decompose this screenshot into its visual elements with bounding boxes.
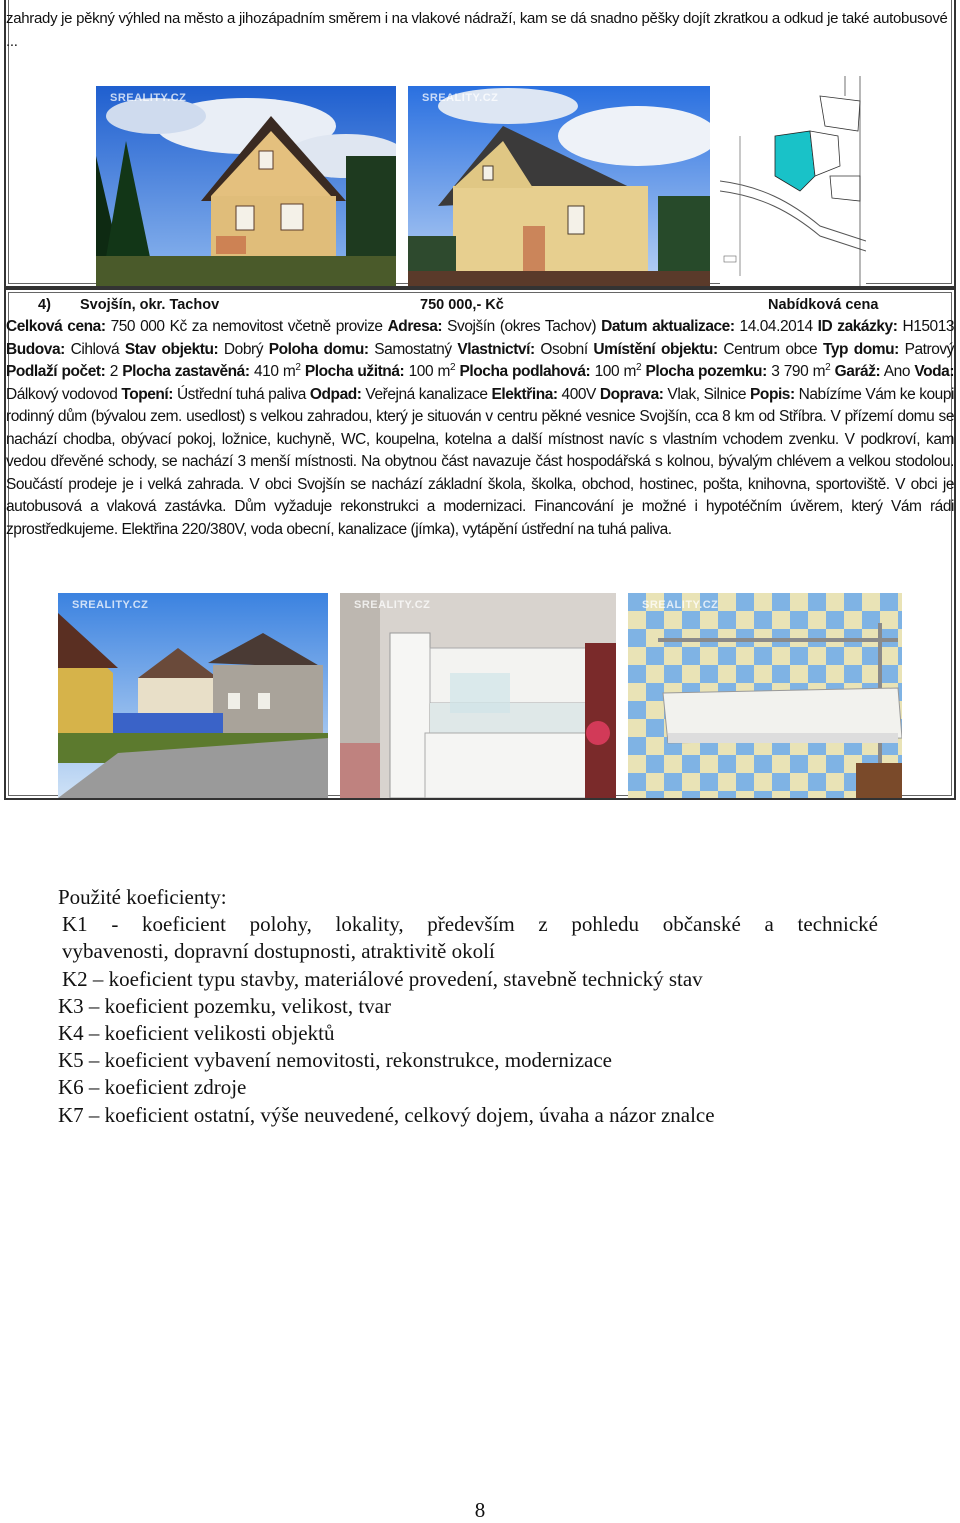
- sreality-watermark: SREALITY.CZ: [72, 599, 149, 611]
- sreality-watermark: SREALITY.CZ: [422, 92, 499, 104]
- field-value-garage: Ano: [880, 363, 915, 380]
- page-number: 8: [474, 1498, 486, 1522]
- superscript: 2: [636, 361, 642, 373]
- field-value-water: Dálkový vodovod: [6, 385, 122, 403]
- coefficient-k2: K2 – koeficient typu stavby, materiálové provedení, stavebně technický stav: [62, 966, 703, 991]
- house-photo-side: [408, 86, 710, 286]
- field-label-update-date: Datum aktualizace:: [601, 318, 735, 335]
- coefficient-k1: K1 - koeficient polohy, lokality, především z pohledu občanské a technické: [62, 912, 878, 937]
- field-value-usable-area: 100 m: [404, 363, 450, 380]
- bathroom-photo: [628, 593, 902, 798]
- field-value-land-area: 3 790 m: [766, 363, 826, 380]
- field-label-floors: Podlaží počet:: [6, 363, 106, 380]
- field-label-waste: Odpad:: [309, 385, 362, 403]
- field-label-electricity: Elektřina:: [491, 385, 558, 403]
- coefficient-k4: K4 – koeficient velikosti objektů: [58, 1021, 335, 1046]
- sreality-watermark: SREALITY.CZ: [642, 599, 719, 611]
- listing-number: 4): [38, 297, 51, 313]
- coefficient-k6: K6 – koeficient zdroje: [58, 1075, 247, 1100]
- house-photo-front: [96, 86, 396, 286]
- sreality-watermark: SREALITY.CZ: [110, 92, 187, 104]
- coefficients-section: [58, 884, 878, 1129]
- field-label-order-id: ID zakázky:: [817, 318, 898, 335]
- field-value-location: Centrum obce: [717, 340, 823, 358]
- field-value-address: Svojšín (okres Tachov): [442, 318, 602, 335]
- field-label-address: Adresa:: [387, 318, 443, 335]
- listing-price: 750 000,- Kč: [420, 297, 504, 313]
- field-label-house-type: Typ domu:: [822, 340, 899, 358]
- field-label-building: Budova:: [6, 340, 65, 358]
- field-value-floors: 2: [105, 363, 123, 380]
- sreality-watermark: SREALITY.CZ: [354, 599, 431, 611]
- field-label-usable-area: Plocha užitná:: [304, 363, 405, 380]
- cadastral-map-image: [720, 76, 866, 286]
- coefficient-k1-continued: vybavenosti, dopravní dostupnosti, atraktivitě okolí: [62, 939, 495, 964]
- field-label-garage: Garáž:: [834, 363, 881, 380]
- field-label-water: Voda:: [914, 363, 955, 380]
- field-value-house-type: Patrový: [898, 340, 954, 358]
- field-value-floor-area: 100 m: [590, 363, 636, 380]
- coefficients-title: Použité koeficienty:: [58, 885, 227, 909]
- field-label-floor-area: Plocha podlahová:: [459, 363, 591, 380]
- field-value-heating: Ústřední tuhá paliva: [173, 385, 310, 403]
- coefficient-k7: K7 – koeficient ostatní, výše neuvedené, celkový dojem, úvaha a názor znalce: [58, 1102, 715, 1127]
- field-label-built-area: Plocha zastavěná:: [122, 363, 250, 380]
- field-value-description: Nabízíme Vám ke koupi rodinný dům (bývalou zem. usedlost) s velkou zahradou, který je situován v centru pěkné vesnice Svojšín, cca 8 km od Stříbra. V přízemí domu se nachází chodba, obývací pokoj, ložnice, kuchyně, WC, koupelna, kotelna a další místnost navíc s vlastním vchodem zvenku. V podkroví, kam vedou dřevěné schody, se nachází 3 menší místnosti. Na obytnou část navazuje část hospodářská s kolnou, bývalým chlévem a velkou stodolou. Součástí prodeje je i velká zahrada. V obci Svojšín se nachází základní škola, školka, obchod, hostinec, pošta, knihovna, sportoviště. V obci je autobusová a vlaková zastávka. Dům vyžaduje rekonstrukci a modernizaci. Financování je možné i hypotéčním úvěrem, který Vám rádi zprostředkujeme. Elektřina 220/380V, voda obecní, kanalizace (jímka), vytápění ústřední na tuhá paliva.: [6, 385, 954, 538]
- superscript: 2: [825, 361, 831, 373]
- field-value-condition: Dobrý: [218, 340, 269, 358]
- street-photo: [58, 593, 328, 798]
- field-value-building: Cihlová: [64, 340, 125, 358]
- field-label-house-position: Poloha domu:: [268, 340, 369, 358]
- coefficient-k5: K5 – koeficient vybavení nemovitosti, rekonstrukce, modernizace: [58, 1048, 612, 1073]
- field-label-transport: Doprava:: [599, 385, 664, 403]
- field-value-waste: Veřejná kanalizace: [361, 385, 492, 403]
- field-label-land-area: Plocha pozemku:: [645, 363, 767, 380]
- field-value-total-price: 750 000 Kč za nemovitost včetně provize: [105, 318, 388, 335]
- previous-listing-text: zahrady je pěkný výhled na město a jihozápadním směrem i na vlakové nádraží, kam se dá snadno pěšky dojít zkratkou a odkud je také autobusové ...: [6, 10, 948, 50]
- field-label-ownership: Vlastnictví:: [457, 340, 535, 358]
- listing-name: Svojšín, okr. Tachov: [80, 297, 220, 313]
- field-value-ownership: Osobní: [534, 340, 594, 358]
- field-value-built-area: 410 m: [249, 363, 296, 380]
- superscript: 2: [449, 361, 456, 373]
- field-label-location: Umístění objektu:: [593, 340, 718, 358]
- listing-details: [6, 316, 954, 541]
- field-label-heating: Topení:: [121, 385, 173, 403]
- coefficient-k3: K3 – koeficient pozemku, velikost, tvar: [58, 993, 391, 1018]
- field-value-house-position: Samostatný: [368, 340, 458, 358]
- field-value-order-id: H15013: [897, 318, 955, 335]
- field-label-description: Popis:: [750, 385, 795, 403]
- field-label-condition: Stav objektu:: [124, 340, 219, 358]
- superscript: 2: [295, 361, 301, 373]
- field-value-transport: Vlak, Silnice: [663, 385, 751, 403]
- field-value-update-date: 14.04.2014: [734, 318, 818, 335]
- field-value-electricity: 400V: [557, 385, 600, 403]
- listing-price-type: Nabídková cena: [768, 297, 879, 313]
- kitchen-photo: [340, 593, 616, 798]
- field-label-total-price: Celková cena:: [6, 318, 106, 335]
